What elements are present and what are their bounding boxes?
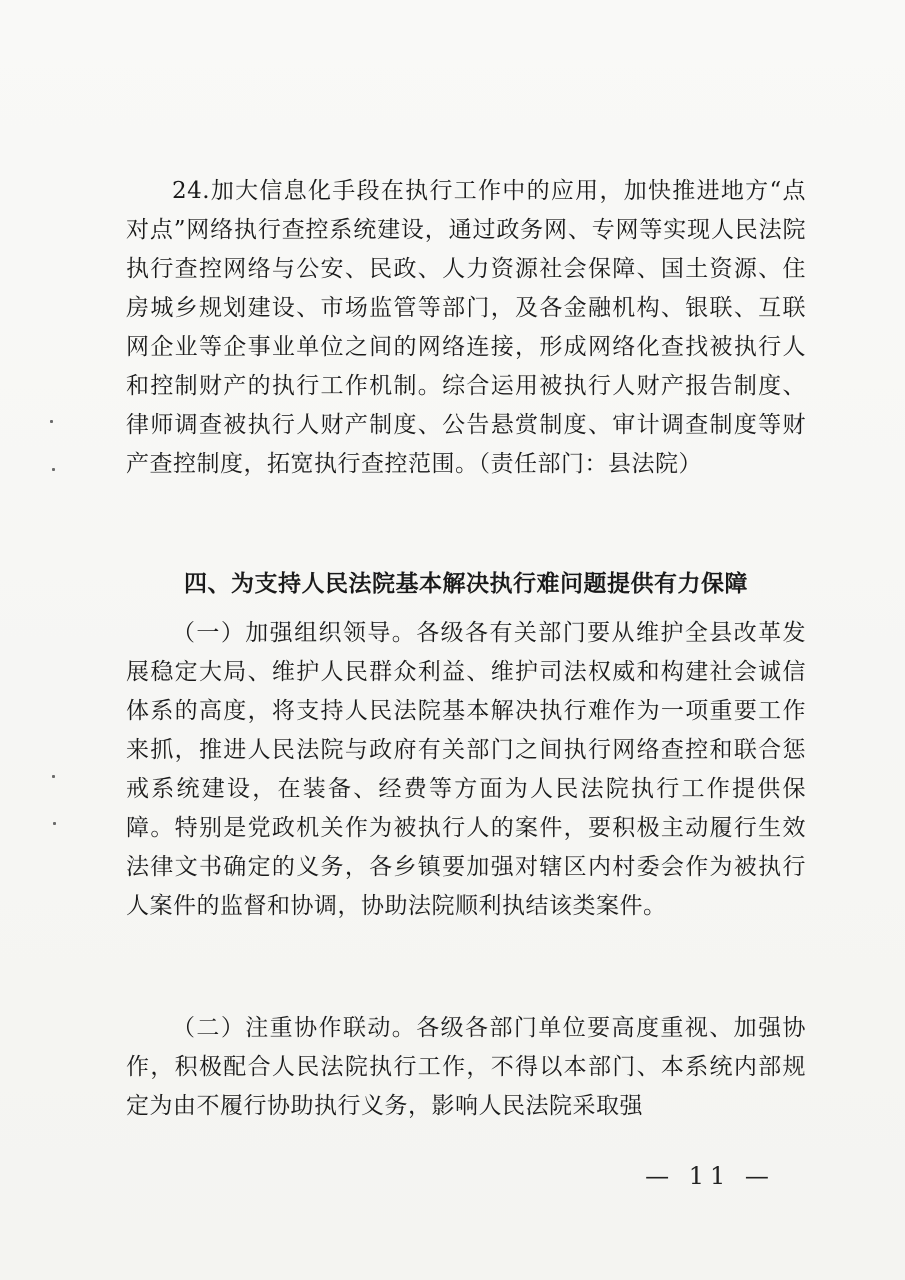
paragraph-subsection-1: （一）加强组织领导。各级各有关部门要从维护全县改革发展稳定大局、维护人民群众利益、维护司法权威和构建社会诚信体系的高度，将支持人民法院基本解决执行难作为一项重要工作来抓，推进人民法院与政府有关部门之间执行网络查控和联合惩戒系统建设，在装备、经费等方面为人民法院执行工作提供保障。特别是党政机关作为被执行人的案件，要积极主动履行生效法律文书确定的义务，各乡镇要加强对辖区内村委会作为被执行人案件的监督和协调，协助法院顺利执结该类案件。 [126, 620, 806, 919]
margin-mark [50, 420, 53, 423]
margin-mark [52, 775, 55, 778]
page-number: — 11 — [645, 1162, 775, 1190]
paragraph-subsection-2: （二）注重协作联动。各级各部门单位要高度重视、加强协作，积极配合人民法院执行工作，不得以本部门、本系统内部规定为由不履行协助执行义务，影响人民法院采取强 [126, 1015, 806, 1119]
paragraph-item-24: 24.加大信息化手段在执行工作中的应用，加快推进地方“点对点”网络执行查控系统建设，通过政务网、专网等实现人民法院执行查控网络与公安、民政、人力资源社会保障、国土资源、住房城乡规划建设、市场监管等部门，及各金融机构、银联、互联网企业等企事业单位之间的网络连接，形成网络化查找被执行人和控制财产的执行工作机制。综合运用被执行人财产报告制度、律师调查被执行人财产制度、公告悬赏制度、审计调查制度等财产查控制度，拓宽执行查控范围。（责任部门：县法院） [126, 178, 806, 477]
section-heading: 四、为支持人民法院基本解决执行难问题提供有力保障 [184, 571, 748, 597]
margin-mark [53, 822, 56, 825]
margin-mark [52, 468, 55, 471]
